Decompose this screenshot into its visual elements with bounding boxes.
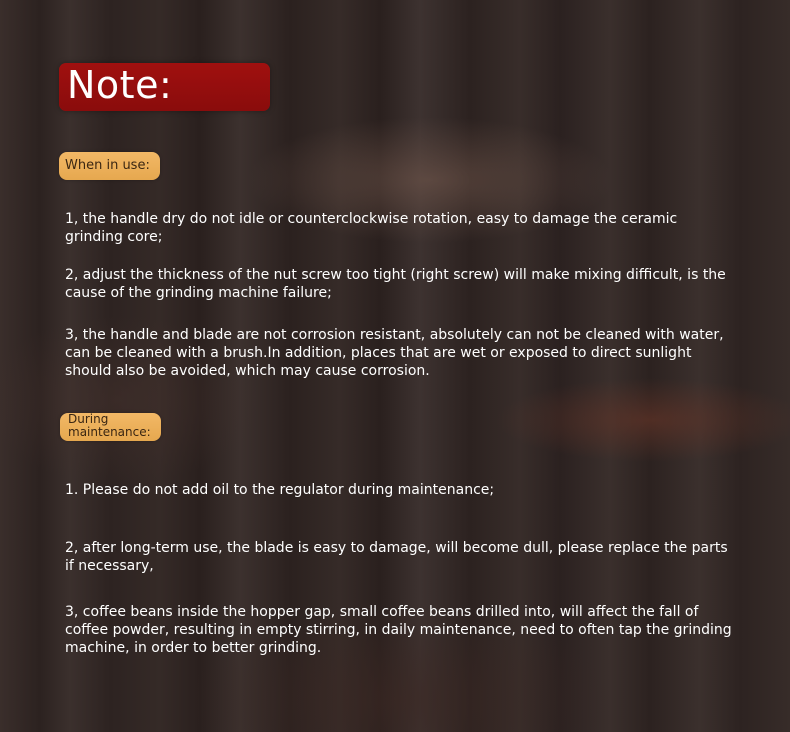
maintenance-note-3: 3, coffee beans inside the hopper gap, small coffee beans drilled into, will affect the fall of coffee powder, resulting in empty stirring, in daily maintenance, need to often tap the grinding machine, in order to better grinding. [65,604,732,656]
maintenance-note-2: 2, after long-term use, the blade is easy to damage, will become dull, please replace the parts if necessary, [65,540,728,574]
note-title-banner [59,63,270,111]
usage-note-1: 1, the handle dry do not idle or counterclockwise rotation, easy to damage the ceramic grinding core; [65,211,678,245]
usage-note-3: 3, the handle and blade are not corrosion resistant, absolutely can not be cleaned with water, can be cleaned with a brush.In addition, places that are wet or exposed to direct sunlight should also be avoided, which may cause corrosion. [65,327,724,379]
section-label: During maintenance: [68,412,151,439]
section-label: When in use: [65,158,150,173]
note-title: Note: [67,63,173,107]
section-badge-when-in-use [59,152,160,180]
usage-note-2: 2, adjust the thickness of the nut screw too tight (right screw) will make mixing difficult, is the cause of the grinding machine failure; [65,267,726,301]
section-badge-during-maintenance [60,413,161,441]
maintenance-note-1: 1. Please do not add oil to the regulator during maintenance; [65,482,495,498]
